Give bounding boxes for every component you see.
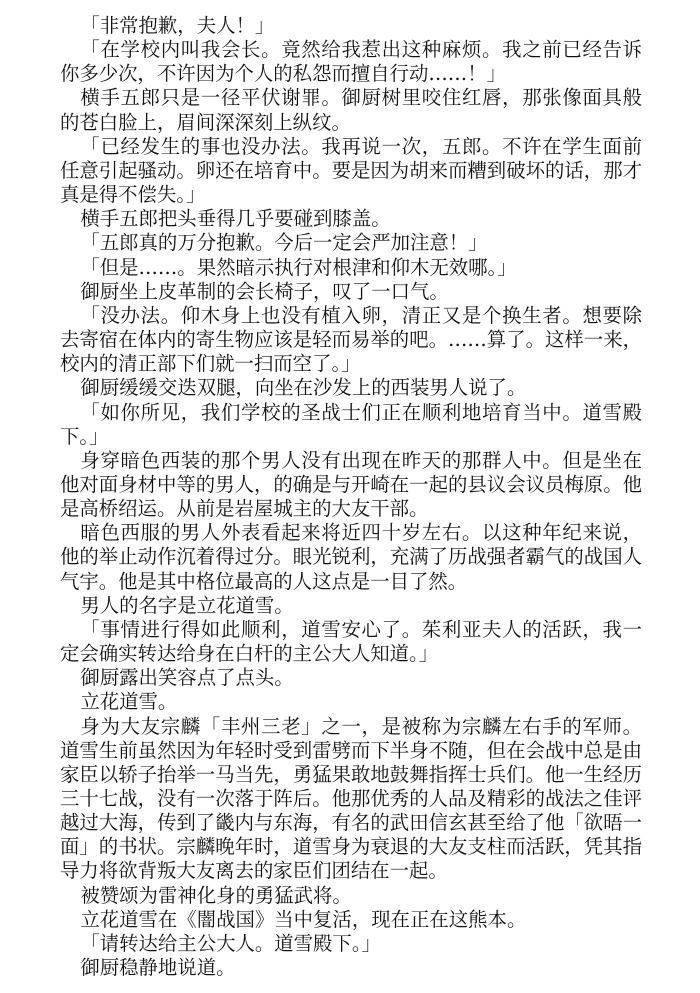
paragraph-9: 「没办法。仰木身上也没有植入卵，清正又是个换生者。想要除去寄宿在体内的寄生物应该是轻而易举的吧。……算了。这样一来，校内的清正部下们就一扫而空了。」 xyxy=(60,303,642,376)
paragraph-20: 立花道雪在《闇战国》当中复活，现在正在这熊本。 xyxy=(80,907,527,931)
paragraph-17: 立花道雪。 xyxy=(80,690,178,714)
paragraph-19: 被赞颂为雷神化身的勇猛武将。 xyxy=(80,883,352,907)
paragraph-13: 暗色西服的男人外表看起来将近四十岁左右。以这种年纪来说，他的举止动作沉着得过分。眼光锐利，充满了历战强者霸气的战国人气宇。他是其中格位最高的人这点是一目了然。 xyxy=(60,521,642,593)
novel-page xyxy=(60,14,642,980)
paragraph-22: 御厨稳静地说道。 xyxy=(80,956,236,980)
paragraph-10: 御厨缓缓交迭双腿，向坐在沙发上的西装男人说了。 xyxy=(80,376,527,400)
paragraph-18: 身为大友宗麟「丰州三老」之一，是被称为宗麟左右手的军师。道雪生前虽然因为年轻时受到雷劈而下半身不随，但在会战中总是由家臣以轿子抬举一马当先，勇猛果敢地鼓舞指挥士兵们。他一生经历三十七战，没有一次落于阵后。他那优秀的人品及精彩的战法之佳评越过大海，传到了畿内与东海，有名的武田信玄甚至给了他「欲晤一面」的书状。宗麟晚年时，道雪身为衰退的大友支柱而活跃，凭其指导力将欲背叛大友离去的家臣们团结在一起。 xyxy=(60,714,642,883)
paragraph-6: 「五郎真的万分抱歉。今后一定会严加注意！」 xyxy=(80,231,488,255)
paragraph-15: 「事情进行得如此顺利，道雪安心了。茱利亚夫人的活跃，我一定会确实转达给身在白杆的主公大人知道。」 xyxy=(60,617,642,666)
paragraph-12: 身穿暗色西装的那个男人没有出现在昨天的那群人中。但是坐在他对面身材中等的男人，的确是与开崎在一起的县议会议员梅原。他是高桥绍运。从前是岩屋城主的大友干部。 xyxy=(60,448,642,521)
paragraph-4: 「已经发生的事也没办法。我再说一次，五郎。不许在学生面前任意引起骚动。卵还在培育中。要是因为胡来而糟到破坏的话，那才真是得不偿失。」 xyxy=(60,134,642,207)
paragraph-1: 「非常抱歉，夫人！」 xyxy=(80,14,275,37)
paragraph-14: 男人的名字是立花道雪。 xyxy=(80,593,294,617)
paragraph-11: 「如你所见，我们学校的圣战士们正在顺利地培育当中。道雪殿下。」 xyxy=(60,400,642,448)
paragraph-21: 「请转达给主公大人。道雪殿下。」 xyxy=(80,931,381,955)
paragraph-8: 御厨坐上皮革制的会长椅子，叹了一口气。 xyxy=(80,279,449,303)
paragraph-3: 横手五郎只是一径平伏谢罪。御厨树里咬住红唇，那张像面具般的苍白脸上，眉间深深刻上纵纹。 xyxy=(60,86,642,134)
paragraph-16: 御厨露出笑容点了点头。 xyxy=(80,666,294,690)
paragraph-5: 横手五郎把头垂得几乎要碰到膝盖。 xyxy=(80,207,391,231)
paragraph-7: 「但是……。果然暗示执行对根津和仰木无效哪。」 xyxy=(80,255,517,279)
paragraph-2: 「在学校内叫我会长。竟然给我惹出这种麻烦。我之前已经告诉你多少次，不许因为个人的私怨而擅自行动……！」 xyxy=(60,38,642,86)
